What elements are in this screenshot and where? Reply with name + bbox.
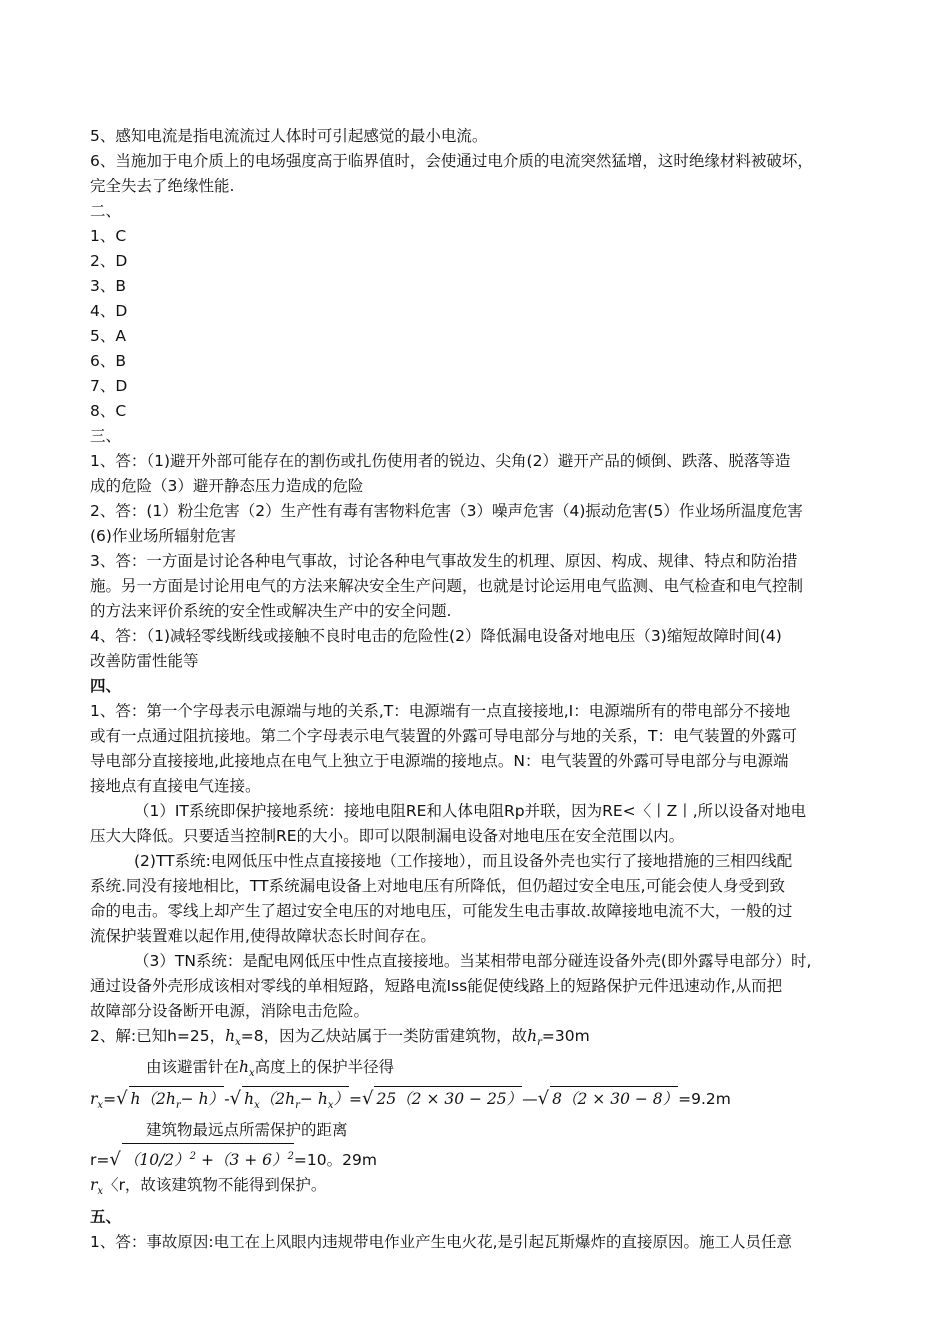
part4-answer2-given: [90, 1024, 860, 1055]
hx-symbol-inline: $h_x$: [239, 1058, 255, 1080]
part2-answer-5: 5、A: [90, 327, 126, 345]
part4-tt-line3: 命的电击。零线上却产生了超过安全电压的对地电压，可能发生电击事故.故障接地电流不大，一般的过: [90, 902, 793, 920]
distance-caption: 建筑物最远点所需保护的距离: [146, 1121, 348, 1140]
part3-answer3-line3: 的方法来评价系统的安全性或解决生产中的安全问题.: [90, 602, 452, 620]
part3-answer3-line2: 施。另一方面是讨论用电气的方法来解决安全生产问题，也就是讨论运用电气监测、电气检查和电气控制: [90, 577, 804, 595]
section-heading-2: 二、: [90, 202, 122, 220]
part1-item6-line1: 6、当施加于电介质上的电场强度高于临界值时，会使通过电介质的电流突然猛增，这时绝缘材料被破坏，: [90, 152, 813, 170]
given-middle: =8，因为乙炔站属于一类防雷建筑物，故: [240, 1027, 528, 1045]
sqrt-term2: $h_x(2h_r- h_x)$: [242, 1086, 349, 1118]
part3-answer1-line1: 1、答：（1)避开外部可能存在的割伤或扎伤使用者的锐边、尖角(2）避开产品的倾倒、跌落、脱落等造: [90, 452, 791, 470]
section-heading-3: 三、: [90, 427, 122, 445]
part2-answer-7: 7、D: [90, 377, 128, 395]
part2-answer-6: 6、B: [90, 352, 126, 370]
conclusion: $r_x$〈r，故该建筑物不能得到保护。: [90, 1176, 327, 1198]
hx-symbol: $h_x$: [225, 1027, 241, 1049]
radius-caption: 由该避雷针在$h_x$高度上的保护半径得: [146, 1058, 395, 1080]
part4-tn-line3: 故障部分设备断开电源，消除电击危险。: [90, 1002, 370, 1020]
sqrt-num1: 25（2 × 30 − 25）: [374, 1086, 522, 1112]
formula-result: =9.2m: [678, 1090, 731, 1109]
part2-answer-8: 8、C: [90, 402, 127, 420]
answer-content: [90, 124, 860, 1255]
distance-result: =10。29m: [293, 1151, 377, 1170]
part3-answer4-line1: 4、答：（1)减轻零线断线或接触不良时电击的危险性(2）降低漏电设备对地电压（3)缩短故障时间(4): [90, 627, 782, 645]
given-end: =30m: [541, 1027, 590, 1045]
section-heading-4: 四、: [90, 677, 122, 695]
part4-tn-line2: 通过设备外壳形成该相对零线的单相短路，短路电流Iss能促使线路上的短路保护元件迅速动作,从而把: [90, 977, 783, 995]
part1-item6-line2: 完全失去了绝缘性能.: [90, 177, 235, 195]
part3-answer3-line1: 3、答：一方面是讨论各种电气事故，讨论各种电气事故发生的机理、原因、构成、规律、特点和防治措: [90, 552, 798, 570]
part4-tn-line1: （3）TN系统：是配电网低压中性点直接接地。当某相带电部分碰连设备外壳(即外露导电部分）时,: [134, 952, 812, 970]
part1-item5: 5、感知电流是指电流流过人体时可引起感觉的最小电流。: [90, 127, 488, 145]
hr-symbol: $h_r$: [527, 1027, 542, 1049]
part4-it-line2: 压大大降低。只要适当控制RE的大小。即可以限制漏电设备对地电压在安全范围以内。: [90, 827, 685, 845]
distance-formula: r=√ $(10/2)^2 +(3 + 6)^2=10$。29m: [90, 1143, 860, 1173]
part2-answer-2: 2、D: [90, 252, 128, 270]
part4-answer1-line3: 导电部分直接接地,此接地点在电气上独立于电源端的接地点。N：电气装置的外露可导电部分与电源端: [90, 752, 789, 770]
part3-answer2-line1: 2、答：(1）粉尘危害（2）生产性有毒有害物料危害（3）噪声危害（4)振动危害(5）作业场所温度危害: [90, 502, 803, 520]
rx-symbol: $r_x$: [90, 1090, 104, 1112]
radius-formula: $r_x=√$ $h(2h_r- h)-√$ $h_x(2h_r- h_x)=√$ 25（2 × 30 − 25）—√ 8（2 × 30 − 8）=9.2m: [90, 1086, 860, 1118]
part4-it-line1: （1）IT系统即保护接地系统：接地电阻RE和人体电阻Rp并联，因为RE<〈丨Z丨,所以设备对地电: [134, 802, 807, 820]
sqrt-num2: 8（2 × 30 − 8）: [550, 1086, 678, 1112]
part5-answer1-line1: 1、答：事故原因:电工在上风眼内违规带电作业产生电火花,是引起瓦斯爆炸的直接原因。施工人员任意: [90, 1232, 793, 1251]
part3-answer1-line2: 成的危险（3）避开静态压力造成的危险: [90, 477, 364, 495]
part4-answer1-line1: 1、答：第一个字母表示电源端与地的关系,T：电源端有一点直接接地,I：电源端所有的带电部分不接地: [90, 702, 791, 720]
part4-tt-line4: 流保护装置难以起作用,使得故障状态长时间存在。: [90, 927, 436, 945]
part2-answer-1: 1、C: [90, 227, 127, 245]
given-prefix: 2、解:已知h=25，: [90, 1027, 226, 1045]
part4-tt-line1: (2)TT系统:电网低压中性点直接接地（工作接地），而且设备外壳也实行了接地措施的三相四线配: [134, 852, 793, 870]
part2-answer-3: 3、B: [90, 277, 126, 295]
section-heading-5: 五、: [90, 1207, 122, 1226]
part3-answer2-line2: (6)作业场所辐射危害: [90, 527, 236, 545]
sqrt-distance: $(10/2)^2 +(3 + 6)^2$: [122, 1143, 294, 1173]
rx-symbol-conclusion: $r_x$: [90, 1176, 104, 1198]
part4-answer1-line4: 接地点有直接电气连接。: [90, 777, 261, 795]
part4-answer1-line2: 或有一点通过阻抗接地。第二个字母表示电气装置的外露可导电部分与地的关系，T：电气装置的外露可: [90, 727, 797, 745]
part2-answer-4: 4、D: [90, 302, 128, 320]
sqrt-term1: $h(2h_r- h)$: [129, 1086, 225, 1118]
part4-tt-line2: 系统.同没有接地相比，TT系统漏电设备上对地电压有所降低，但仍超过安全电压,可能会使人身受到致: [90, 877, 786, 895]
part3-answer4-line2: 改善防雷性能等: [90, 652, 199, 670]
